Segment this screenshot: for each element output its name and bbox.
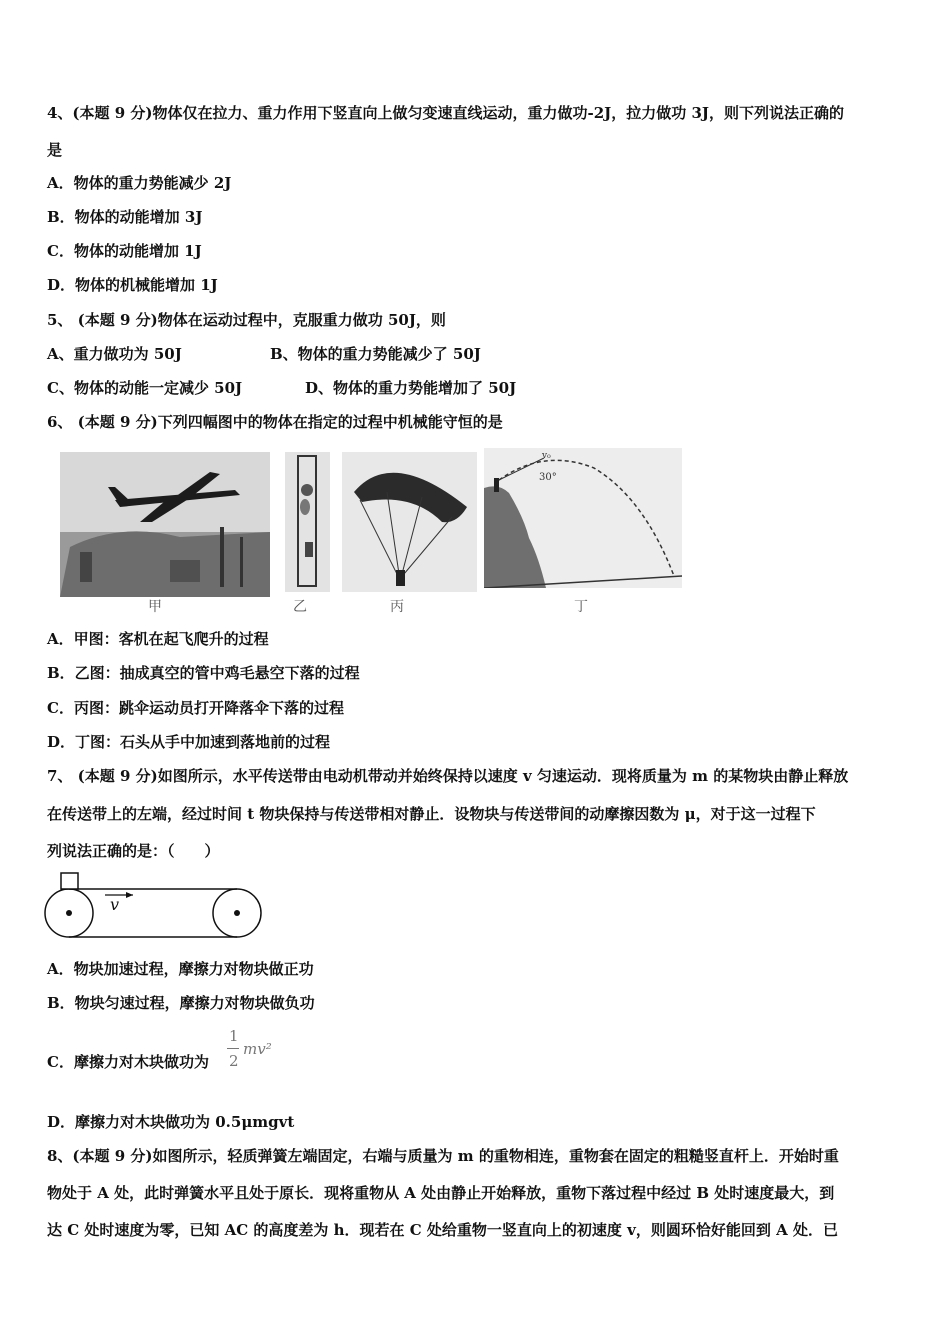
figure-ding-projectile (484, 448, 682, 588)
q5-option-a: A、重力做功为 50J (47, 345, 182, 363)
q4-option-b: B．物体的动能增加 3J (47, 208, 203, 226)
q4-option-a: A．物体的重力势能减少 2J (47, 174, 232, 192)
block (61, 873, 78, 889)
q8-stem-line1: 8、(本题 9 分)如图所示，轻质弹簧左端固定，右端与质量为 m 的重物相连，重物套在固定的粗糙竖直杆上．开始时重 (47, 1147, 839, 1165)
q7-option-c: C．摩擦力对木块做功为 (47, 1053, 209, 1071)
angle-label: 30° (539, 472, 557, 483)
conveyor-belt-diagram (40, 868, 270, 944)
caption-bing: 丙 (390, 599, 404, 615)
q8-stem-line2: 物处于 A 处，此时弹簧水平且处于原长．现将重物从 A 处由静止开始释放，重物下落过程中经过 B 处时速度最大，到 (47, 1184, 835, 1202)
q6-option-b: B．乙图：抽成真空的管中鸡毛悬空下落的过程 (47, 664, 360, 682)
q6-option-d: D．丁图：石头从手中加速到落地前的过程 (47, 733, 331, 751)
figure-bing-parachute (342, 452, 477, 592)
fraction-denominator: 2 (229, 1052, 239, 1070)
q4-option-d: D．物体的机械能增加 1J (47, 276, 218, 294)
q7-stem-line2: 在传送带上的左端，经过时间 t 物块保持与传送带相对静止．设物块与传送带间的动摩擦因数为 μ，对于这一过程下 (47, 805, 816, 823)
caption-jia: 甲 (148, 599, 162, 615)
q7-stem-line1: 7、 (本题 9 分)如图所示，水平传送带由电动机带动并始终保持以速度 v 匀速运动．现将质量为 m 的某物块由静止释放 (47, 767, 849, 785)
fraction-numerator: 1 (229, 1027, 239, 1045)
q5-option-d: D、物体的重力势能增加了 50J (305, 379, 517, 397)
q5-option-b: B、物体的重力势能减少了 50J (270, 345, 481, 363)
q7-stem-line3: 列说法正确的是：（ ） (47, 842, 220, 860)
fraction-expression: mv² (243, 1040, 272, 1058)
q4-stem-line1: 4、(本题 9 分)物体仅在拉力、重力作用下竖直向上做匀变速直线运动，重力做功-2J，拉力做功 3J，则下列说法正确的 (47, 104, 845, 122)
figure-yi-tube (280, 452, 335, 592)
q4-stem-line2: 是 (47, 141, 63, 159)
q7-option-d: D．摩擦力对木块做功为 0.5μmgvt (47, 1113, 295, 1131)
caption-ding: 丁 (574, 599, 588, 615)
q6-option-c: C．丙图：跳伞运动员打开降落伞下落的过程 (47, 699, 344, 717)
q7-option-a: A．物块加速过程，摩擦力对物块做正功 (47, 960, 314, 978)
q6-option-a: A．甲图：客机在起飞爬升的过程 (47, 630, 269, 648)
q7-option-b: B．物块匀速过程，摩擦力对物块做负功 (47, 994, 315, 1012)
q5-stem: 5、 (本题 9 分)物体在运动过程中，克服重力做功 50J，则 (47, 311, 446, 329)
q5-option-c: C、物体的动能一定减少 50J (47, 379, 243, 397)
q4-option-c: C．物体的动能增加 1J (47, 242, 202, 260)
fraction-bar (227, 1048, 239, 1049)
figure-jia-airplane (60, 452, 270, 597)
q8-stem-line3: 达 C 处时速度为零，已知 AC 的高度差为 h．现若在 C 处给重物一竖直向上的初速度 v，则圆环恰好能回到 A 处．已 (47, 1221, 838, 1239)
v0-label: v₀ (542, 451, 551, 461)
caption-yi: 乙 (293, 599, 307, 615)
velocity-label: v (110, 895, 120, 914)
q6-stem: 6、 (本题 9 分)下列四幅图中的物体在指定的过程中机械能守恒的是 (47, 413, 503, 431)
